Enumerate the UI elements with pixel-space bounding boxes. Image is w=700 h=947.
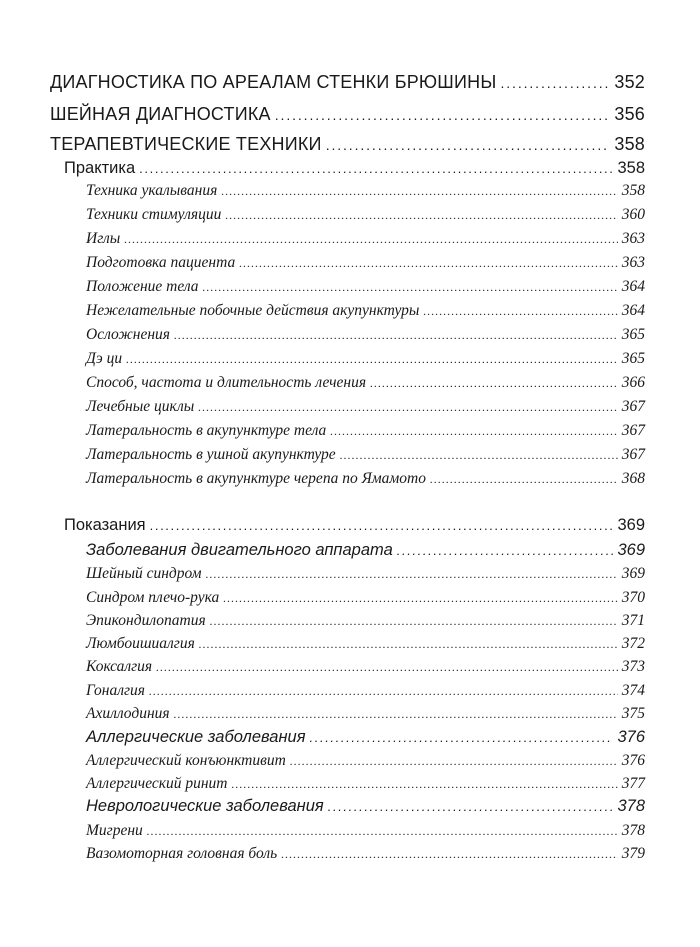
toc-entry-page: 358 [614,134,645,154]
toc-entry [86,422,645,440]
toc-entry [86,446,645,464]
toc-entry-label: Лечебные циклы [86,398,195,415]
dot-leader [232,777,618,792]
toc-entry-label: Эпикондилопатия [86,612,206,629]
toc-entry-page: 364 [621,278,645,295]
dot-leader [330,424,617,439]
dot-leader [174,707,618,722]
dot-leader [500,75,610,91]
toc-entry-page: 352 [614,72,645,92]
toc-entry-page: 376 [621,752,645,769]
toc-entry-label: Вазомоторная головная боль [86,845,278,862]
toc-entry [86,682,645,700]
toc-entry-label: Латеральность в акупунктуре тела [86,422,327,439]
toc-entry-abdominal-diagnostics [50,72,645,93]
toc-entry-page: 367 [621,422,645,439]
toc-entry-page: 372 [621,635,645,652]
toc-entry-page: 365 [621,326,645,343]
toc-entry-page: 358 [617,159,645,177]
toc-entry-label: Латеральность в ушной акупунктуре [86,446,336,463]
toc-entry [86,350,645,368]
toc-entry-page: 367 [621,398,645,415]
toc-entry [86,845,645,863]
toc-entry-page: 376 [617,728,645,746]
toc-entry-label: Аллергический конъюнктивит [86,752,286,769]
toc-entry-page: 369 [617,541,645,559]
toc-entry-page: 360 [621,206,645,223]
toc-entry-page: 363 [621,254,645,271]
toc-entry-page: 368 [621,470,645,487]
toc-entry-page: 371 [621,612,645,629]
dot-leader [124,232,617,247]
toc-entry-page: 356 [614,104,645,124]
toc-entry-neck-diagnostics [50,104,645,125]
toc-entry-page: 358 [621,182,645,199]
toc-entry-neurological-diseases [86,797,645,816]
dot-leader [150,518,614,533]
toc-entry-label: Люмбоишиалгия [86,635,195,652]
toc-entry [86,398,645,416]
toc-entry [86,374,645,392]
toc-entry [86,775,645,793]
toc-entry-label: Мигрени [86,822,143,839]
dot-leader [149,684,618,699]
toc-entry-motor-diseases [86,541,645,560]
dot-leader [225,208,617,223]
toc-entry-label: Техники стимуляции [86,206,222,223]
toc-entry-label: Аллергический ринит [86,775,228,792]
toc-entry [86,752,645,770]
toc-entry-label: Подготовка пациента [86,254,236,271]
toc-entry-label: Заболевания двигательного аппарата [86,541,393,559]
dot-leader [290,754,618,769]
toc-entry-page: 363 [621,230,645,247]
toc-entry-page: 378 [617,797,645,815]
dot-leader [340,448,618,463]
dot-leader [430,472,618,487]
toc-entry-label: Показания [64,516,146,534]
dot-leader [203,280,618,295]
toc-entry [86,254,645,272]
dot-leader [156,660,618,675]
toc-entry-label: Аллергические заболевания [86,728,306,746]
toc-entry [86,206,645,224]
toc-entry-page: 379 [621,845,645,862]
dot-leader [126,352,618,367]
toc-entry [86,326,645,344]
toc-entry-label: Техника укалывания [86,182,218,199]
toc-entry-label: Шейный синдром [86,565,202,582]
dot-leader [281,847,618,862]
toc-entry-label: ДИАГНОСТИКА ПО АРЕАЛАМ СТЕНКИ БРЮШИНЫ [50,72,497,92]
dot-leader [174,328,618,343]
toc-entry-label: Синдром плечо-рука [86,589,220,606]
dot-leader [310,730,614,745]
dot-leader [198,400,617,415]
toc-entry-page: 378 [621,822,645,839]
toc-entry-label: Нежелательные побочные действия акупунктуры [86,302,420,319]
toc-entry-label: Ахиллодиния [86,705,170,722]
toc-entry-therapeutic-techniques [50,134,645,155]
dot-leader [328,799,614,814]
dot-leader [210,614,618,629]
toc-entry-page: 377 [621,775,645,792]
dot-leader [147,824,618,839]
toc-entry-page: 369 [621,565,645,582]
toc-entry-label: Иглы [86,230,121,247]
toc-entry-label: Латеральность в акупунктуре черепа по Ямамото [86,470,426,487]
dot-leader [206,567,618,582]
dot-leader [275,107,611,123]
dot-leader [223,591,618,606]
dot-leader [239,256,618,271]
toc-entry [86,230,645,248]
toc-entry [86,565,645,583]
toc-entry-label: Способ, частота и длительность лечения [86,374,367,391]
toc-entry-page: 364 [621,302,645,319]
toc-entry [86,822,645,840]
toc-entry-page: 375 [621,705,645,722]
toc-entry-label: Дэ ци [86,350,123,367]
toc-entry-label: Практика [64,159,136,177]
toc-entry-label: ШЕЙНАЯ ДИАГНОСТИКА [50,104,271,124]
toc-entry [86,635,645,653]
toc-entry [86,658,645,676]
toc-entry-page: 369 [617,516,645,534]
toc-entry [86,182,645,200]
dot-leader [397,543,614,558]
toc-entry-page: 366 [621,374,645,391]
toc-entry-page: 374 [621,682,645,699]
toc-entry-label: Осложнения [86,326,171,343]
toc-entry [86,589,645,607]
toc-entry-label: Положение тела [86,278,199,295]
toc-entry [86,302,645,320]
toc-entry [86,705,645,723]
toc-entry-label: Гоналгия [86,682,145,699]
toc-entry [86,278,645,296]
dot-leader [326,137,611,153]
toc-entry-indications [64,516,645,535]
toc-entry-practice [64,159,645,178]
dot-leader [423,304,617,319]
toc-entry-page: 367 [621,446,645,463]
toc-entry-label: Неврологические заболевания [86,797,324,815]
dot-leader [370,376,618,391]
toc-entry-page: 370 [621,589,645,606]
toc-entry-label: Коксалгия [86,658,153,675]
toc-entry [86,612,645,630]
toc-entry-page: 373 [621,658,645,675]
toc-entry-page: 365 [621,350,645,367]
toc-entry-allergic-diseases [86,728,645,747]
dot-leader [139,161,613,176]
toc-entry [86,470,645,488]
dot-leader [221,184,617,199]
toc-entry-label: ТЕРАПЕВТИЧЕСКИЕ ТЕХНИКИ [50,134,322,154]
dot-leader [199,637,618,652]
